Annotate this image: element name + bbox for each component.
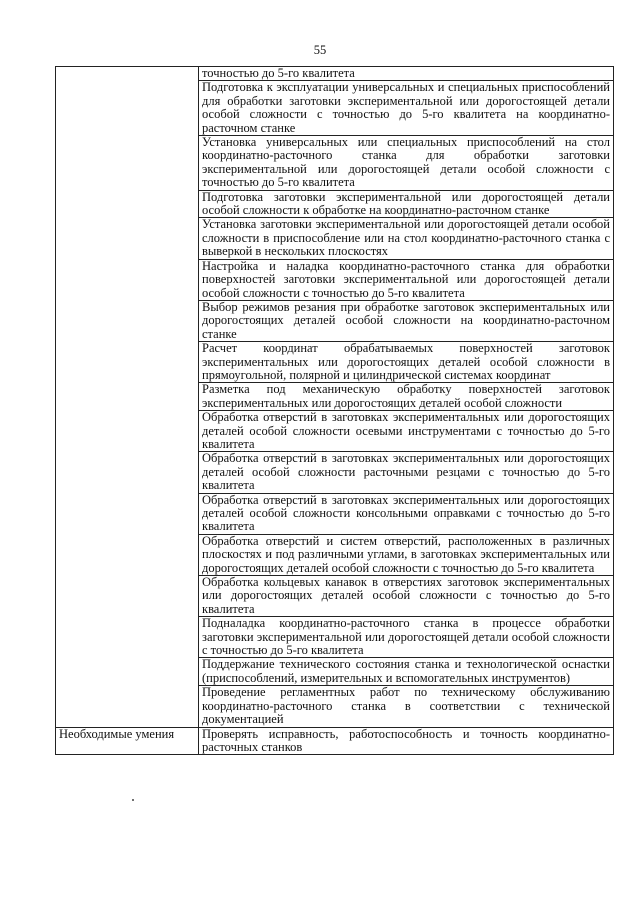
- table-cell: Выбор режимов резания при обработке заготовок экспериментальных или дорогостоящих деталей особой сложности на координатно-расточном станке: [199, 300, 614, 341]
- table-cell: Проведение регламентных работ по техническому обслуживанию координатно-расточного станка в соответствии с технической документацией: [199, 686, 614, 727]
- table-cell: Разметка под механическую обработку поверхностей заготовок экспериментальных или дорогостоящих деталей особой сложности: [199, 383, 614, 411]
- table-cell: Обработка отверстий в заготовках экспериментальных или дорогостоящих деталей особой сложности осевыми инструментами с точностью до 5-го квалитета: [199, 411, 614, 452]
- table-row: [56, 67, 614, 81]
- table-cell: Подготовка к эксплуатации универсальных и специальных приспособлений для обработки заготовки экспериментальной или дорогостоящей детали особой сложности с точностью до 5-го квалитета на координатно-расточном станке: [199, 81, 614, 136]
- skills-label: Необходимые умения: [59, 726, 175, 741]
- table-cell: точностью до 5-го квалитета: [199, 67, 614, 81]
- table-cell: Обработка отверстий и систем отверстий, расположенных в различных плоскостях и под различными углами, в заготовках экспериментальных или дорогостоящих деталей особой сложности с точностью до 5-го квалитета: [199, 534, 614, 575]
- labor-functions-table: [55, 66, 614, 755]
- table-row: [56, 727, 614, 755]
- table-cell: Расчет координат обрабатываемых поверхностей заготовок экспериментальных или дорогостоящих деталей особой сложности в прямоугольной, полярной и цилиндрической системах координат: [199, 342, 614, 383]
- table-cell: Установка универсальных или специальных приспособлений на стол координатно-расточного станка для обработки заготовки экспериментальной или дорогостоящей детали особой сложности с точностью до 5-го квалитета: [199, 136, 614, 191]
- table-cell: Установка заготовки экспериментальной или дорогостоящей детали особой сложности в приспособление или на стол координатно-расточного станка с выверкой в нескольких плоскостях: [199, 218, 614, 259]
- page-number: 55: [313, 43, 327, 57]
- scan-mark: [132, 799, 134, 801]
- table-cell: Подготовка заготовки экспериментальной или дорогостоящей детали особой сложности к обработке на координатно-расточном станке: [199, 190, 614, 218]
- table-cell: Настройка и наладка координатно-расточного станка для обработки поверхностей заготовки экспериментальной или дорогостоящей детали особой сложности с точностью до 5-го квалитета: [199, 259, 614, 300]
- table-cell: Проверять исправность, работоспособность и точность координатно-расточных станков: [199, 727, 614, 755]
- table-cell: Обработка отверстий в заготовках экспериментальных или дорогостоящих деталей особой сложности консольными оправками с точностью до 5-го квалитета: [199, 493, 614, 534]
- table-cell: Обработка отверстий в заготовках экспериментальных или дорогостоящих деталей особой сложности расточными резцами с точностью до 5-го квалитета: [199, 452, 614, 493]
- table-cell: Обработка кольцевых канавок в отверстиях заготовок экспериментальных или дорогостоящих деталей особой сложности с точностью до 5-го квалитета: [199, 576, 614, 617]
- table-cell: Подналадка координатно-расточного станка в процессе обработки заготовки экспериментальной или дорогостоящей детали особой сложности с точностью до 5-го квалитета: [199, 617, 614, 658]
- skills-label-cell: [56, 727, 199, 755]
- table-cell: Поддержание технического состояния станка и технологической оснастки (приспособлений, измерительных и вспомогательных инструментов): [199, 658, 614, 686]
- actions-label-cell: [56, 67, 199, 728]
